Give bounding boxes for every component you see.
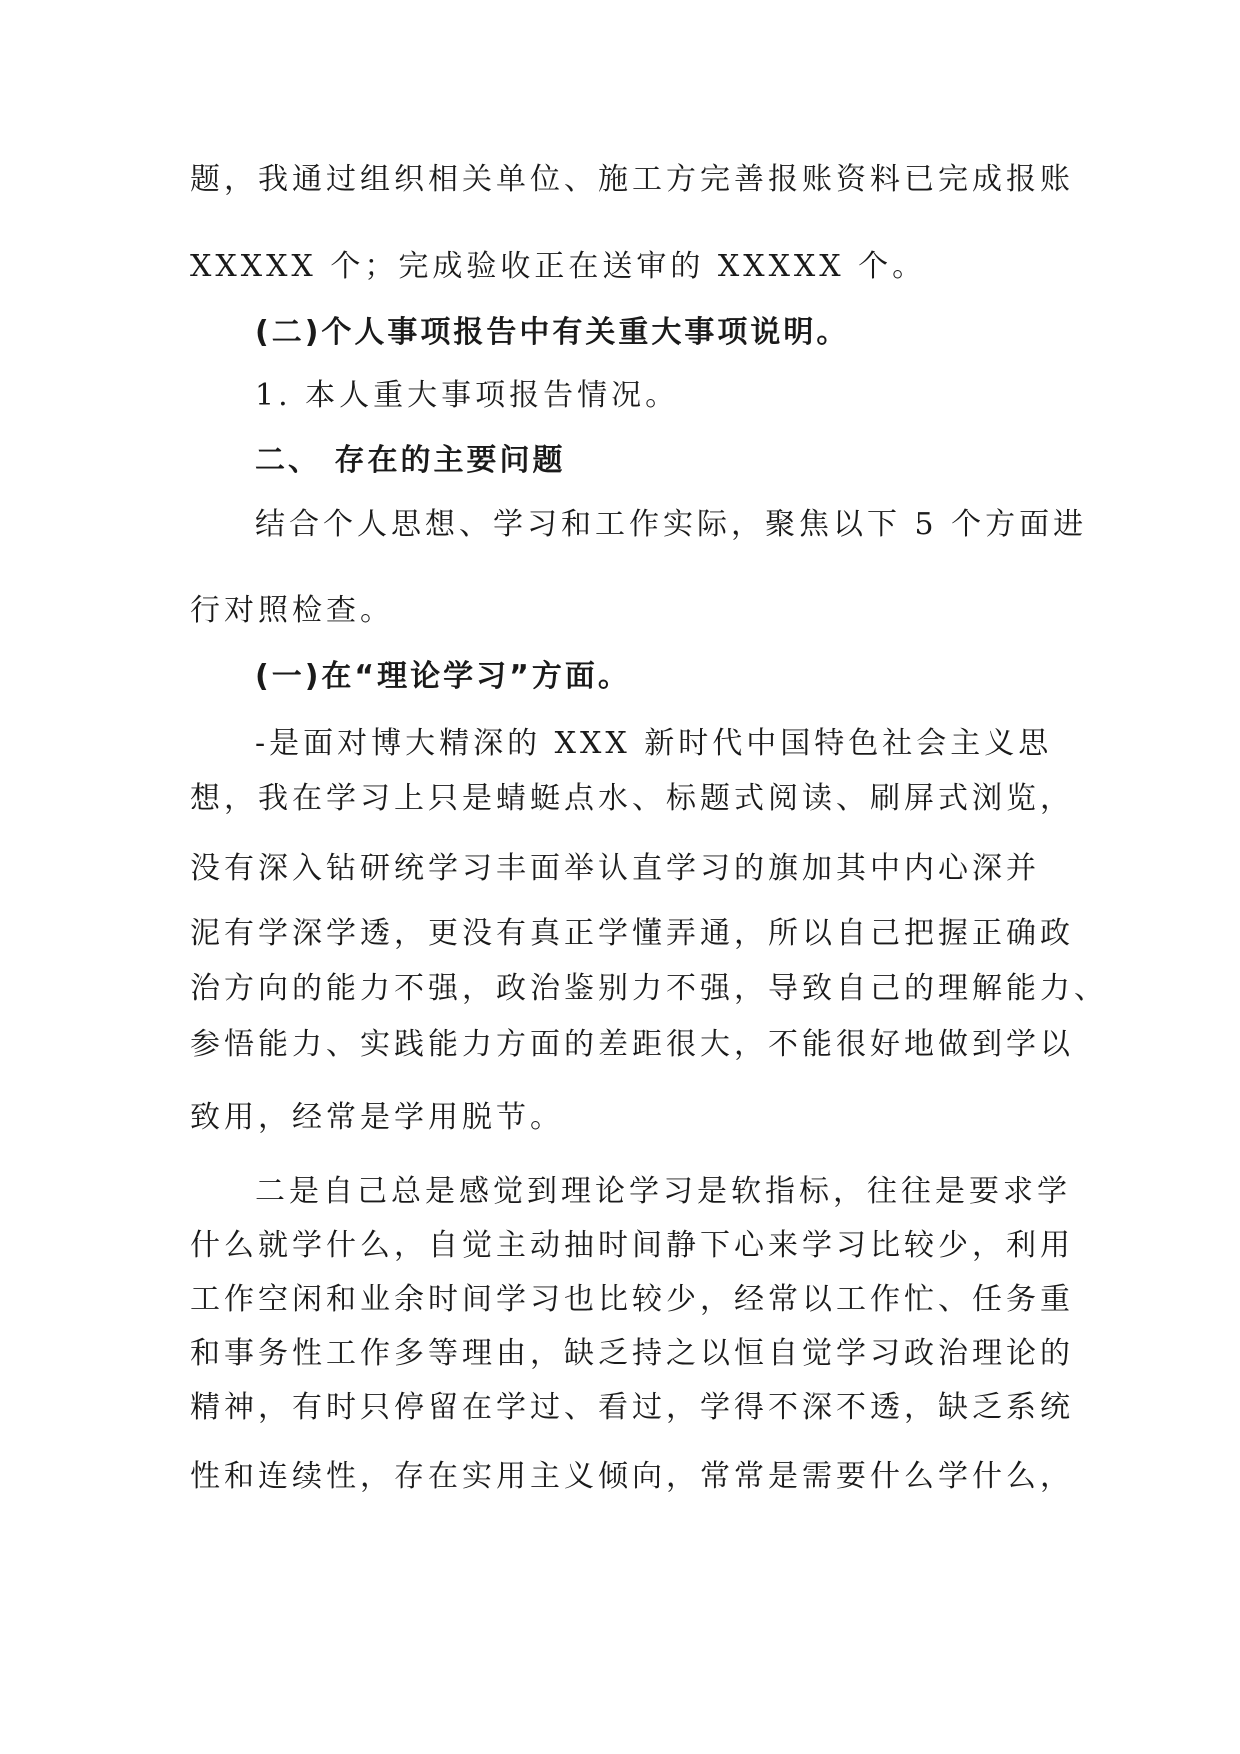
paragraph-line: 行对照检查。 <box>190 593 394 628</box>
paragraph-line: 和事务性工作多等理由，缺乏持之以恒自觉学习政治理论的 <box>190 1336 1074 1371</box>
paragraph-line: 1. 本人重大事项报告情况。 <box>255 378 680 413</box>
paragraph-line: -是面对博大精深的 XXX 新时代中国特色社会主义思 <box>255 726 1053 761</box>
paragraph-line: 什么就学什么，自觉主动抽时间静下心来学习比较少，利用 <box>190 1228 1074 1263</box>
paragraph-line: 治方向的能力不强，政治鉴别力不强，导致自己的理解能力、 <box>190 971 1108 1006</box>
section-heading: (二)个人事项报告中有关重大事项说明。 <box>255 315 850 350</box>
paragraph-line: 工作空闲和业余时间学习也比较少，经常以工作忙、任务重 <box>190 1282 1074 1317</box>
paragraph-line: 二是自己总是感觉到理论学习是软指标，往往是要求学 <box>255 1174 1071 1209</box>
paragraph-line: 结合个人思想、学习和工作实际，聚焦以下 5 个方面进 <box>255 507 1088 542</box>
paragraph-line: 没有深入钻研统学习丰面举认直学习的旗加其中内心深并 <box>190 851 1040 886</box>
paragraph-line: 题，我通过组织相关单位、施工方完善报账资料已完成报账 <box>190 162 1074 197</box>
section-heading: (一)在“理论学习”方面。 <box>255 659 631 694</box>
paragraph-line: 致用，经常是学用脱节。 <box>190 1100 564 1135</box>
paragraph-line: 精神，有时只停留在学过、看过，学得不深不透，缺乏系统 <box>190 1390 1074 1425</box>
paragraph-line: 泥有学深学透，更没有真正学懂弄通，所以自己把握正确政 <box>190 916 1074 951</box>
paragraph-line: XXXXX 个；完成验收正在送审的 XXXXX 个。 <box>190 249 927 284</box>
paragraph-line: 想，我在学习上只是蜻蜓点水、标题式阅读、刷屏式浏览， <box>190 781 1074 816</box>
section-heading: 二、 存在的主要问题 <box>255 443 566 478</box>
paragraph-line: 性和连续性，存在实用主义倾向，常常是需要什么学什么， <box>190 1459 1074 1494</box>
paragraph-line: 参悟能力、实践能力方面的差距很大，不能很好地做到学以 <box>190 1027 1074 1062</box>
